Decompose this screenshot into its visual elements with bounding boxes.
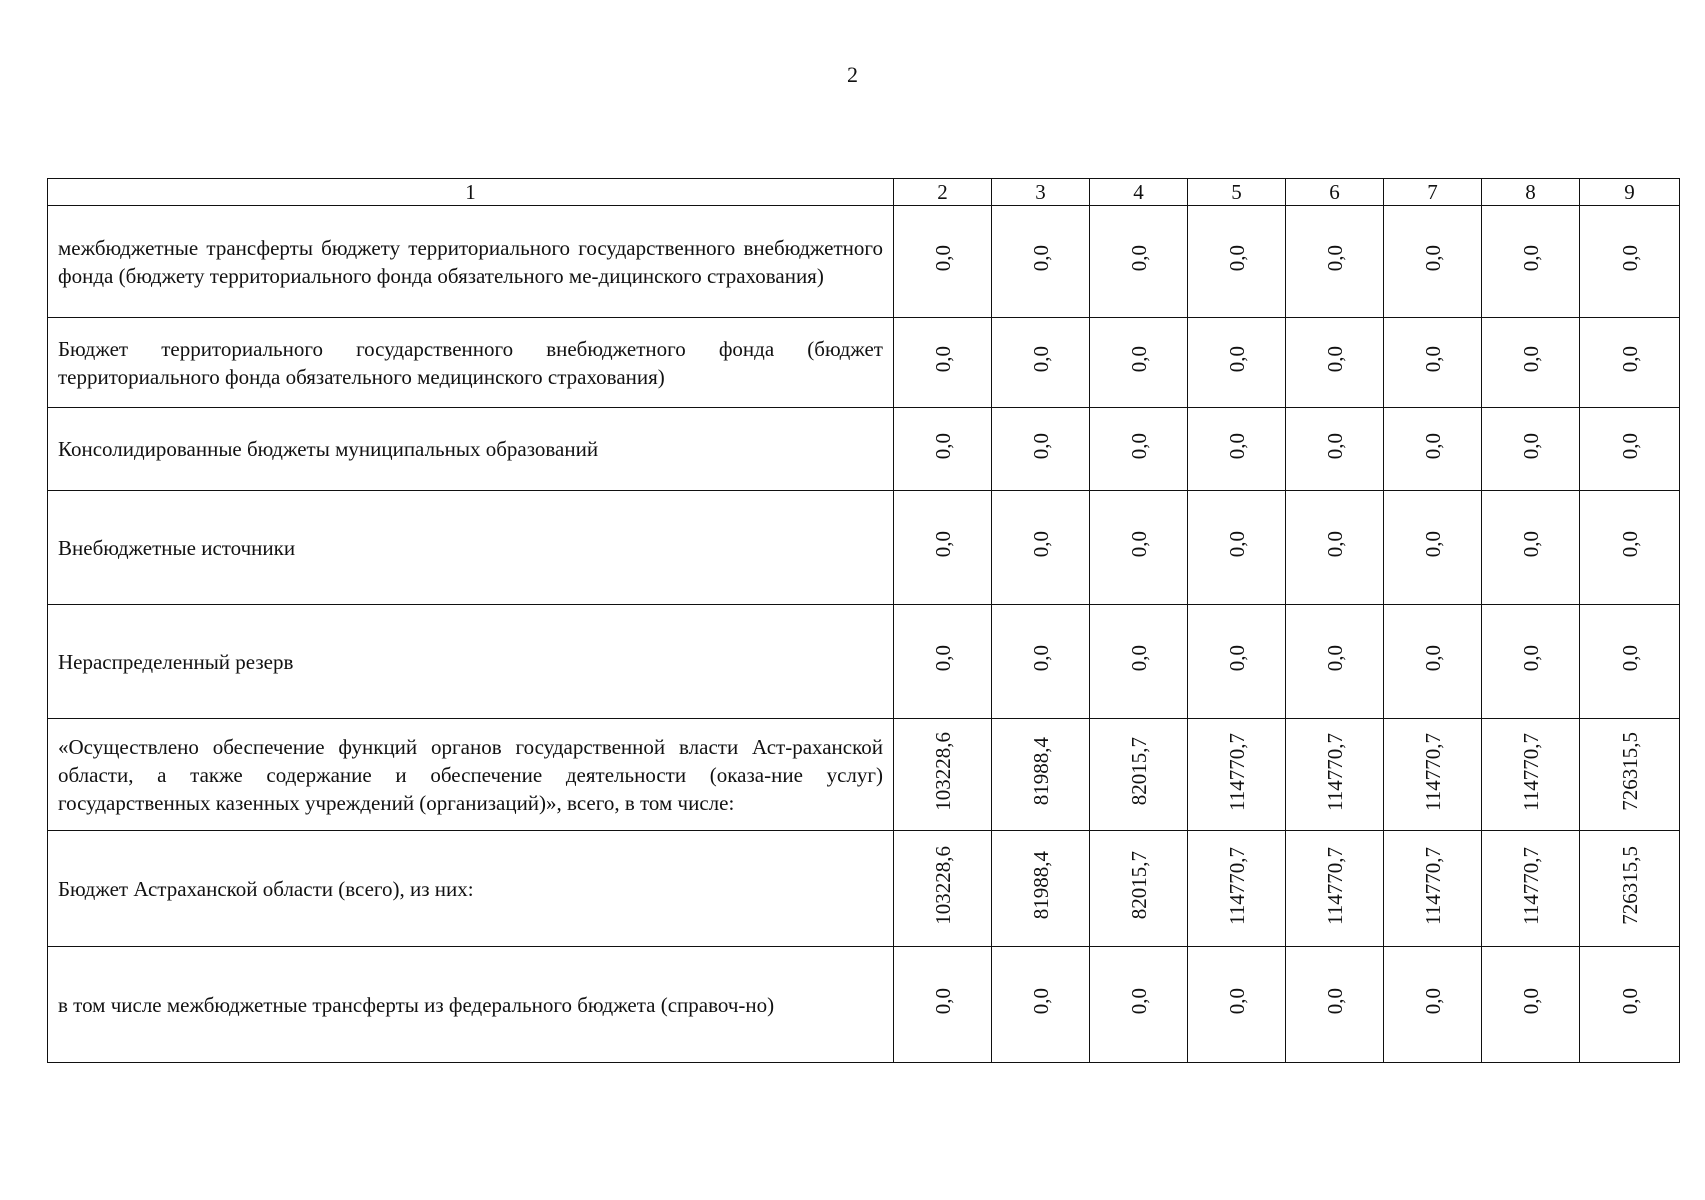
cell-value: 0,0 — [1518, 645, 1543, 672]
value-cell — [1286, 408, 1384, 491]
value-cell — [1090, 719, 1188, 831]
cell-value: 0,0 — [1322, 988, 1347, 1015]
value-cell — [1188, 605, 1286, 719]
cell-value: 0,0 — [1518, 432, 1543, 460]
value-cell — [1482, 831, 1580, 947]
cell-value: 103228,6 — [930, 732, 955, 811]
value-cell — [1286, 206, 1384, 318]
value-cell — [1580, 491, 1680, 605]
value-cell — [894, 947, 992, 1063]
value-cell — [992, 408, 1090, 491]
value-cell — [992, 605, 1090, 719]
value-cell — [1188, 719, 1286, 831]
cell-value: 0,0 — [1518, 988, 1543, 1015]
value-cell — [1384, 719, 1482, 831]
value-cell — [1580, 408, 1680, 491]
cell-value: 82015,7 — [1126, 851, 1151, 920]
cell-value: 0,0 — [1420, 988, 1445, 1015]
cell-value: 0,0 — [1224, 531, 1249, 558]
cell-value: 0,0 — [1420, 432, 1445, 460]
cell-value: 0,0 — [1322, 346, 1347, 373]
cell-value: 114770,7 — [1518, 732, 1543, 811]
value-cell — [1286, 605, 1384, 719]
value-cell — [1482, 318, 1580, 408]
value-cell — [1286, 947, 1384, 1063]
cell-value: 0,0 — [1126, 988, 1151, 1015]
cell-value: 0,0 — [1224, 645, 1249, 672]
value-cell — [1384, 408, 1482, 491]
cell-value: 114770,7 — [1518, 846, 1543, 925]
column-header: 4 — [1090, 179, 1188, 206]
value-cell — [1090, 318, 1188, 408]
value-cell — [894, 719, 992, 831]
cell-value: 103228,6 — [930, 846, 955, 925]
value-cell — [1482, 408, 1580, 491]
value-cell — [1580, 605, 1680, 719]
cell-value: 0,0 — [1420, 531, 1445, 558]
table-row — [48, 831, 1680, 947]
cell-value: 0,0 — [1126, 432, 1151, 460]
cell-value: 114770,7 — [1322, 732, 1347, 811]
table-header-row — [48, 179, 1680, 206]
cell-value: 82015,7 — [1126, 737, 1151, 806]
cell-value: 114770,7 — [1224, 846, 1249, 925]
cell-value: 0,0 — [1028, 346, 1053, 373]
table-row — [48, 947, 1680, 1063]
cell-value: 0,0 — [1420, 346, 1445, 373]
value-cell — [1090, 831, 1188, 947]
value-cell — [1384, 947, 1482, 1063]
value-cell — [894, 318, 992, 408]
value-cell — [992, 831, 1090, 947]
cell-value: 0,0 — [1420, 645, 1445, 672]
cell-value: 114770,7 — [1420, 732, 1445, 811]
cell-value: 0,0 — [1322, 531, 1347, 558]
row-label: Нераспределенный резерв — [48, 605, 894, 719]
cell-value: 0,0 — [1126, 245, 1151, 272]
row-label: Бюджет территориального государственного внебюджетного фонда (бюджет территориального фонда обязательного медицинского страхования) — [48, 318, 894, 408]
cell-value: 0,0 — [1224, 245, 1249, 272]
cell-value: 0,0 — [1617, 245, 1642, 272]
value-cell — [1384, 605, 1482, 719]
table-row — [48, 206, 1680, 318]
value-cell — [992, 206, 1090, 318]
value-cell — [992, 318, 1090, 408]
cell-value: 0,0 — [1617, 531, 1642, 558]
table-row — [48, 719, 1680, 831]
value-cell — [1482, 719, 1580, 831]
value-cell — [1580, 831, 1680, 947]
cell-value: 0,0 — [930, 645, 955, 672]
value-cell — [1090, 947, 1188, 1063]
value-cell — [992, 491, 1090, 605]
row-label: Бюджет Астраханской области (всего), из них: — [48, 831, 894, 947]
column-header: 2 — [894, 179, 992, 206]
cell-value: 0,0 — [1224, 432, 1249, 460]
value-cell — [894, 206, 992, 318]
cell-value: 81988,4 — [1028, 737, 1053, 806]
cell-value: 0,0 — [1028, 432, 1053, 460]
cell-value: 0,0 — [1028, 988, 1053, 1015]
cell-value: 0,0 — [1322, 432, 1347, 460]
cell-value: 0,0 — [930, 245, 955, 272]
cell-value: 0,0 — [930, 346, 955, 373]
cell-value: 0,0 — [1617, 432, 1642, 460]
value-cell — [1580, 719, 1680, 831]
cell-value: 0,0 — [930, 531, 955, 558]
value-cell — [992, 947, 1090, 1063]
value-cell — [992, 719, 1090, 831]
cell-value: 0,0 — [1617, 346, 1642, 373]
column-header: 9 — [1580, 179, 1680, 206]
value-cell — [1482, 605, 1580, 719]
value-cell — [1188, 206, 1286, 318]
cell-value: 0,0 — [1126, 645, 1151, 672]
value-cell — [1384, 318, 1482, 408]
cell-value: 0,0 — [1322, 645, 1347, 672]
cell-value: 0,0 — [1420, 245, 1445, 272]
cell-value: 0,0 — [1028, 531, 1053, 558]
cell-value: 726315,5 — [1617, 732, 1642, 811]
value-cell — [1384, 831, 1482, 947]
cell-value: 0,0 — [1126, 346, 1151, 373]
value-cell — [1580, 318, 1680, 408]
value-cell — [1090, 206, 1188, 318]
cell-value: 0,0 — [1126, 531, 1151, 558]
value-cell — [894, 605, 992, 719]
cell-value: 0,0 — [1617, 645, 1642, 672]
row-label: межбюджетные трансферты бюджету территориального государственного внебюджетного фонда (бюджету территориального фонда обязательного ме-дицинского страхования) — [48, 206, 894, 318]
table-row — [48, 491, 1680, 605]
cell-value: 0,0 — [1518, 531, 1543, 558]
cell-value: 0,0 — [1518, 245, 1543, 272]
value-cell — [1384, 491, 1482, 605]
cell-value: 0,0 — [930, 432, 955, 460]
table-row — [48, 408, 1680, 491]
cell-value: 0,0 — [1224, 988, 1249, 1015]
value-cell — [1580, 947, 1680, 1063]
value-cell — [1384, 206, 1482, 318]
cell-value: 0,0 — [1028, 645, 1053, 672]
value-cell — [1286, 719, 1384, 831]
value-cell — [1482, 491, 1580, 605]
page-number: 2 — [847, 62, 858, 87]
cell-value: 0,0 — [1028, 245, 1053, 272]
value-cell — [894, 408, 992, 491]
cell-value: 114770,7 — [1420, 846, 1445, 925]
cell-value: 114770,7 — [1322, 846, 1347, 925]
cell-value: 0,0 — [1518, 346, 1543, 373]
cell-value: 726315,5 — [1617, 846, 1642, 925]
value-cell — [894, 491, 992, 605]
cell-value: 0,0 — [930, 988, 955, 1015]
cell-value: 114770,7 — [1224, 732, 1249, 811]
row-label: «Осуществлено обеспечение функций органов государственной власти Аст-раханской области, а также содержание и обеспечение деятельности (оказа-ние услуг) государственных казенных учреждений (организаций)», всего, в том числе: — [48, 719, 894, 831]
value-cell — [1286, 831, 1384, 947]
value-cell — [1188, 947, 1286, 1063]
value-cell — [1286, 318, 1384, 408]
value-cell — [1188, 408, 1286, 491]
value-cell — [1188, 831, 1286, 947]
value-cell — [1188, 318, 1286, 408]
value-cell — [894, 831, 992, 947]
value-cell — [1090, 491, 1188, 605]
cell-value: 81988,4 — [1028, 851, 1053, 920]
cell-value: 0,0 — [1224, 346, 1249, 373]
row-label: Консолидированные бюджеты муниципальных образований — [48, 408, 894, 491]
cell-value: 0,0 — [1322, 245, 1347, 272]
column-header: 7 — [1384, 179, 1482, 206]
table-row — [48, 605, 1680, 719]
column-header: 6 — [1286, 179, 1384, 206]
column-header: 3 — [992, 179, 1090, 206]
row-label: Внебюджетные источники — [48, 491, 894, 605]
row-label: в том числе межбюджетные трансферты из федерального бюджета (справоч-но) — [48, 947, 894, 1063]
value-cell — [1188, 491, 1286, 605]
table-row — [48, 318, 1680, 408]
value-cell — [1286, 491, 1384, 605]
value-cell — [1482, 206, 1580, 318]
column-header: 8 — [1482, 179, 1580, 206]
column-header: 1 — [48, 179, 894, 206]
value-cell — [1482, 947, 1580, 1063]
column-header: 5 — [1188, 179, 1286, 206]
value-cell — [1580, 206, 1680, 318]
value-cell — [1090, 605, 1188, 719]
value-cell — [1090, 408, 1188, 491]
budget-table — [47, 178, 1680, 1063]
cell-value: 0,0 — [1617, 988, 1642, 1015]
